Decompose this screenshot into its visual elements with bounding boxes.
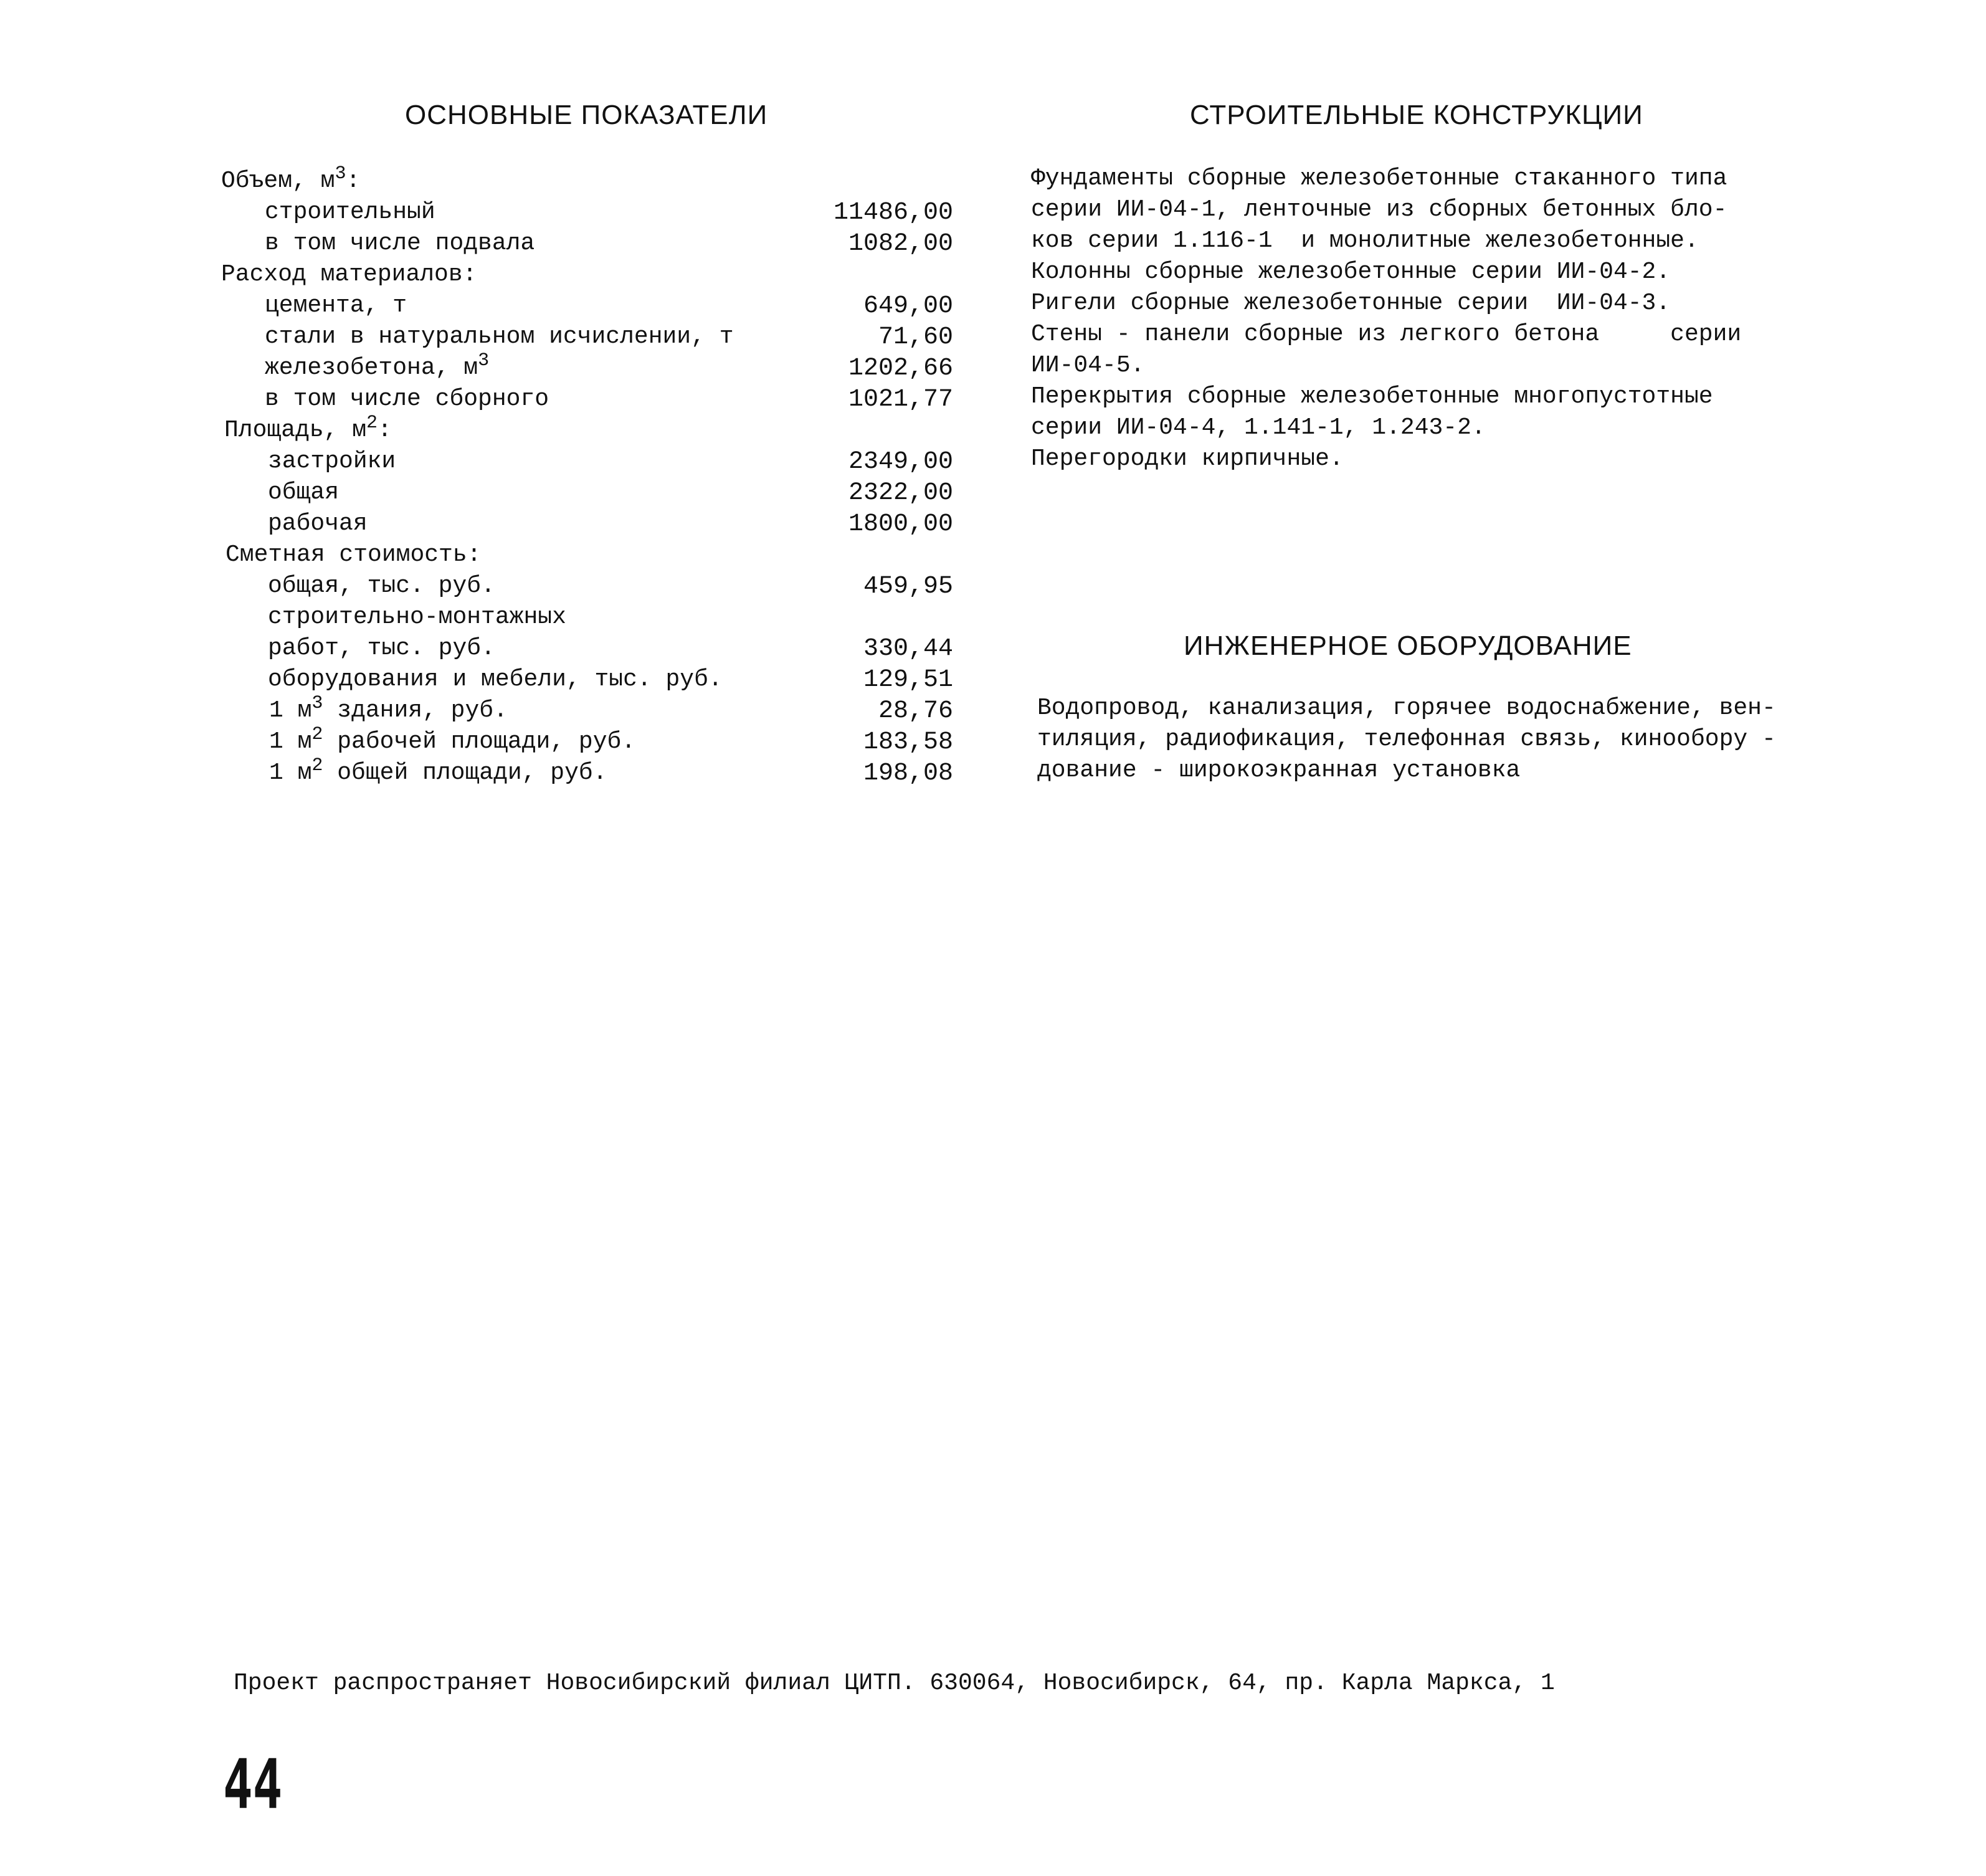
indicator-label: работ, тыс. руб. bbox=[268, 635, 495, 662]
indicator-label: общая, тыс. руб. bbox=[268, 573, 495, 599]
indicator-value: 459,95 bbox=[863, 573, 953, 601]
indicator-label: 1 $м^3$ здания, руб. bbox=[269, 693, 508, 724]
indicator-label: в том числе сборного bbox=[265, 386, 549, 412]
text-line: дование - широкоэкранная установка bbox=[1037, 757, 1521, 784]
indicator-value: 1021,77 bbox=[848, 386, 953, 414]
text-line: Перегородки кирпичные. bbox=[1031, 445, 1344, 472]
indicator-value: 183,58 bbox=[863, 728, 953, 756]
indicator-label: Площадь, $м^2$: bbox=[224, 412, 392, 444]
indicator-value: 198,08 bbox=[863, 759, 953, 788]
indicator-label: Расход материалов: bbox=[221, 261, 477, 288]
indicator-label: Сметная стоимость: bbox=[226, 541, 482, 568]
equipment-heading: ИНЖЕНЕРНОЕ ОБОРУДОВАНИЕ bbox=[1184, 631, 1632, 661]
indicator-value: 1800,00 bbox=[848, 510, 953, 538]
text-line: Перекрытия сборные железобетонные многопустотные bbox=[1031, 383, 1713, 410]
text-line: Ригели сборные железобетонные серии ИИ-04-3. bbox=[1031, 290, 1671, 317]
text-line: ков серии 1.116-1 и монолитные железобетонные. bbox=[1031, 227, 1699, 254]
text-line: тиляция, радиофикация, телефонная связь, кинообору - bbox=[1037, 726, 1776, 753]
indicator-value: 649,00 bbox=[863, 292, 953, 320]
indicator-value: 71,60 bbox=[878, 323, 953, 351]
indicator-label: цемента, т bbox=[265, 292, 407, 319]
text-line: Фундаменты сборные железобетонные стаканного типа bbox=[1031, 165, 1727, 192]
constructions-text bbox=[1031, 163, 1741, 475]
indicator-value: 330,44 bbox=[863, 635, 953, 663]
indicator-value: 2349,00 bbox=[848, 448, 953, 476]
text-line: Водопровод, канализация, горячее водоснабжение, вен- bbox=[1037, 695, 1776, 721]
text-line: ИИ-04-5. bbox=[1031, 352, 1145, 379]
indicator-label: общая bbox=[268, 479, 340, 506]
indicator-label: Объем, $м^3$: bbox=[221, 163, 361, 194]
indicator-value: 2322,00 bbox=[848, 479, 953, 507]
page-number: 44 bbox=[223, 1745, 283, 1824]
indicator-value: 129,51 bbox=[863, 666, 953, 694]
indicator-label: железобетона, $м^3$ bbox=[265, 350, 490, 381]
indicator-label: оборудования и мебели, тыс. руб. bbox=[268, 666, 723, 693]
indicator-value: 11486,00 bbox=[833, 199, 953, 227]
indicator-label: строительный bbox=[265, 199, 435, 226]
indicator-label: строительно-монтажных bbox=[268, 604, 566, 631]
indicator-label: стали в натуральном исчислении, т bbox=[265, 323, 734, 350]
indicator-label: рабочая bbox=[268, 510, 368, 537]
distribution-note: Проект распространяет Новосибирский филиал ЦИТП. 630064, Новосибирск, 64, пр. Карла Маркса, 1 bbox=[234, 1670, 1555, 1697]
indicator-value: 1082,00 bbox=[848, 230, 953, 258]
equipment-text bbox=[1037, 693, 1776, 786]
indicator-label: 1 $м^2$ рабочей площади, руб. bbox=[269, 724, 636, 755]
text-line: Стены - панели сборные из легкого бетона серии bbox=[1031, 321, 1742, 348]
indicator-label: в том числе подвала bbox=[265, 230, 535, 257]
text-line: серии ИИ-04-4, 1.141-1, 1.243-2. bbox=[1031, 414, 1486, 441]
indicator-value: 1202,66 bbox=[848, 355, 953, 383]
main-indicators-heading: ОСНОВНЫЕ ПОКАЗАТЕЛИ bbox=[405, 100, 768, 130]
indicator-value: 28,76 bbox=[878, 697, 953, 725]
indicator-label: 1 $м^2$ общей площади, руб. bbox=[269, 755, 607, 786]
text-line: Колонны сборные железобетонные серии ИИ-04-2. bbox=[1031, 259, 1671, 285]
indicator-label: застройки bbox=[268, 448, 396, 475]
constructions-heading: СТРОИТЕЛЬНЫЕ КОНСТРУКЦИИ bbox=[1190, 100, 1643, 130]
text-line: серии ИИ-04-1, ленточные из сборных бетонных бло- bbox=[1031, 196, 1727, 223]
